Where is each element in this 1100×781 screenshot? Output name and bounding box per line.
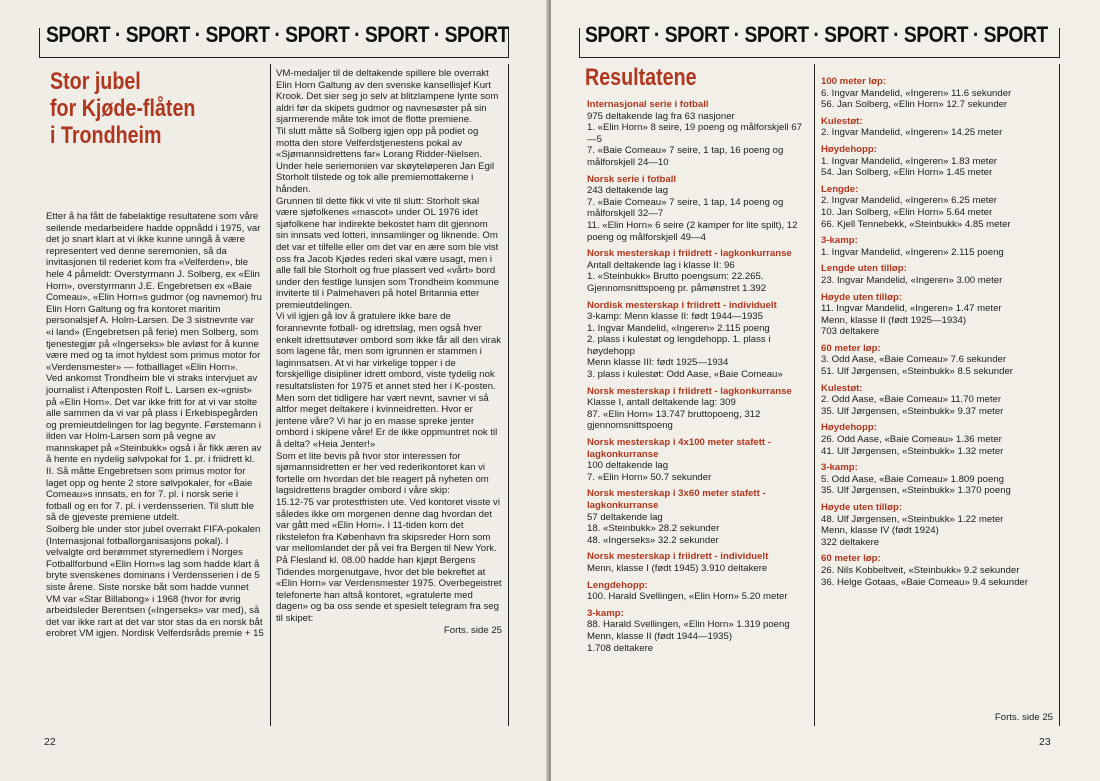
- result-line: 1.708 deltakere: [587, 642, 654, 654]
- result-line: 18. «Steinbukk» 28.2 sekunder: [587, 523, 720, 535]
- result-section-title: Norsk serie i fotball: [587, 173, 677, 185]
- result-section-title: 60 meter løp:: [821, 342, 881, 354]
- result-line: 3. plass i kulestøt: Odd Aase, «Baie Comeau»: [587, 369, 783, 381]
- page-number: 22: [44, 736, 56, 748]
- result-line: 23. Ingvar Mandelid, «Ingeren» 3.00 meter: [821, 274, 1003, 286]
- result-line: 243 deltakende lag: [587, 185, 669, 197]
- result-line: 11. «Elin Horn» 6 seire (2 kamper for lite spilt), 12 poeng og målforskjell 49—4: [587, 219, 798, 243]
- result-line: 1. Ingvar Mandelid, «Ingeren» 2.115 poeng: [821, 246, 1004, 258]
- result-line: 2. Ingvar Mandelid, «Ingeren» 14.25 meter: [821, 127, 1003, 139]
- result-line: Menn klasse III: født 1925—1934: [587, 357, 729, 369]
- article-column-2: [276, 68, 502, 636]
- result-section-title: Internasjonal serie i fotball: [587, 99, 709, 110]
- left-page: [0, 0, 549, 781]
- result-section-title: Norsk mesterskap i 3x60 meter stafett - lagkonkurranse: [587, 488, 766, 511]
- result-section: [821, 553, 1053, 588]
- result-line: 3-kamp: Menn klasse II: født 1944—1935: [587, 311, 763, 323]
- result-line: 1. «Steinbukk» Brutto poengsum: 22.265. Gjennomsnittspoeng pr. påmønstret 1.392: [587, 271, 767, 294]
- result-section-title: Norsk mesterskap i friidrett - individuelt: [587, 551, 769, 563]
- result-section: [821, 343, 1053, 378]
- article-headline: [50, 68, 195, 149]
- result-section: [821, 263, 1053, 286]
- result-line: 703 deltakere: [821, 326, 880, 338]
- results-column-1: [587, 99, 809, 659]
- result-line: 36. Helge Gotaas, «Baie Comeau» 9.4 sekunder: [821, 576, 1028, 588]
- paragraph: Solberg ble under stor jubel overrakt FIFA-pokalen (Internasjonal fotballorganisasjons pokal). I velvalgte ord berømmet styremedlem i Norges Fotballforbund «Elin Horn»s lag som hadde klart å bryte svenskenes dominans i Verdensserien i de 5 siste årene. Siste norske båt som hadde vunnet VM var «Star Billabong» i 1968 (hvor for øvrig arbeidsleder Berentsen («Ingerseks» var med), så det var ikke rart at det var stor stas da en norsk båt erobret VM igjen. Nordisk Velferdsråds premie + 15: [46, 524, 264, 640]
- result-line: 41. Ulf Jørgensen, «Steinbukk» 1.32 meter: [821, 445, 1004, 457]
- result-line: 2. Odd Aase, «Baie Comeau» 11.70 meter: [821, 394, 1002, 406]
- result-section-title: Høyde uten tilløp:: [821, 291, 903, 303]
- result-section-title: Lengde uten tilløp:: [821, 263, 907, 275]
- result-section-title: Høydehopp:: [821, 422, 877, 434]
- continued-note: Forts. side 25: [443, 624, 502, 636]
- result-line: 48. Ulf Jørgensen, «Steinbukk» 1.22 meter: [821, 513, 1004, 525]
- page-edge-rule: [508, 64, 509, 726]
- result-section-title: 3-kamp:: [821, 462, 858, 474]
- paragraph: VM-medaljer til de deltakende spillere ble overrakt Elin Horn Galtung av den svenske kansellisjef Kurt Krook. Det sier seg jo selv at blitzlampene lynte som aldri før da skipets gudmor og navnesøster på sin sjarmerende måte tok imot de flotte premiene.: [276, 68, 499, 126]
- result-section: [821, 502, 1053, 548]
- paragraph: Grunnen til dette fikk vi vite til slutt: Storholt skal være sjøfolkenes «mascot» under OL 1976 idet sjøfolkene har indirekte bekostet ham dit gjennom sin innsats ved lotteri, innsamlinger og liknende. Om det var et tilfelle eller om det var en ære som ble vist oss fra Jacob Kjødes rederi skal være usagt, men i alle fall ble Storholt og frue plassert ved «vårt» bord under den festlige lunsjen som Trondheim kommune inviterte til i Palmehaven på hotel Britannia etter premieutdelingen.: [276, 195, 499, 311]
- column-divider: [270, 64, 271, 726]
- result-section: [587, 608, 809, 654]
- banner-left-rule: [39, 28, 40, 58]
- result-section-title: Norsk mesterskap i friidrett - lagkonkurranse: [587, 385, 792, 397]
- banner-left-rule: [579, 28, 580, 58]
- result-section: [587, 488, 809, 546]
- headline-line: i Trondheim: [50, 122, 162, 149]
- result-section-title: Norsk mesterskap i 4x100 meter stafett - lagkonkurranse: [587, 437, 771, 460]
- result-line: Antall deltakende lag i klasse II: 96: [587, 259, 735, 271]
- result-line: 26. Odd Aase, «Baie Comeau» 1.36 meter: [821, 434, 1002, 446]
- result-line: 35. Ulf Jørgensen, «Steinbukk» 1.370 poeng: [821, 485, 1011, 497]
- result-section: [587, 248, 809, 294]
- result-line: 88. Harald Svellingen, «Elin Horn» 1.319 poeng: [587, 619, 790, 631]
- result-section: [587, 386, 809, 432]
- result-line: Menn, klasse II (født 1944—1935): [587, 630, 733, 642]
- result-line: 5. Odd Aase, «Baie Comeau» 1.809 poeng: [821, 473, 1004, 485]
- result-line: 1. «Elin Horn» 8 seire, 19 poeng og målforskjell 67—5: [587, 122, 802, 145]
- result-line: 975 deltakende lag fra 63 nasjoner: [587, 110, 735, 122]
- result-section-title: Lengde:: [821, 183, 859, 195]
- result-line: 2. Ingvar Mandelid, «Ingeren» 6.25 meter: [821, 195, 997, 207]
- result-line: Menn, klasse I (født 1945) 3.910 deltakere: [587, 562, 768, 574]
- result-section: [821, 292, 1053, 338]
- result-line: 7. «Baie Comeau» 7 seire, 1 tap, 16 poeng og målforskjell 24—10: [587, 145, 784, 168]
- result-section: [821, 422, 1053, 457]
- banner-underline: [39, 57, 508, 58]
- article-column-1: [46, 211, 264, 640]
- result-line: 57 deltakende lag: [587, 511, 663, 523]
- result-line: 1. Ingvar Mandelid, «Ingeren» 2.115 poeng: [587, 322, 770, 334]
- result-line: 3. Odd Aase, «Baie Comeau» 7.6 sekunder: [821, 354, 1007, 366]
- result-section: [821, 144, 1053, 179]
- paragraph: Ved ankomst Trondheim ble vi straks intervjuet av journalist i Aftenposten Rolf L. Larsen ex-«gnist» på «Elin Horn». Det var ikke fritt for at vi var stolte alle sammen da vi var på plass i Erkebispegården og premieutdelingen for lag begynte. Førstemann i ilden var Holm-Larsen som på vegne av mannskapet på «Steinbukk» også i år fikk æren av å hente en nydelig sølvpokal for 1. pr. i friidrett kl. II. Så måtte Engebretsen som primus motor for laget opp og hente 2 store sølvpokaler, for «Baie Comeau»s innsats, en for 7. pl. i norsk serie i fotball og en for 7. pl. i verdensserien. Til slutt ble så de gjeveste premiene utdelt.: [46, 373, 262, 524]
- page-edge-rule: [1059, 64, 1060, 726]
- result-line: 1. Ingvar Mandelid, «Ingeren» 1.83 meter: [821, 155, 997, 167]
- result-line: 48. «Ingerseks» 32.2 sekunder: [587, 534, 719, 546]
- result-section: [587, 174, 809, 244]
- result-section: [587, 580, 809, 603]
- result-section: [821, 184, 1053, 230]
- result-line: 100. Harald Svellingen, «Elin Horn» 5.20 meter: [587, 591, 788, 603]
- sport-banner: SPORT · SPORT · SPORT · SPORT · SPORT · SPORT: [46, 22, 509, 47]
- result-section: [821, 235, 1053, 258]
- banner-right-rule: [1059, 28, 1060, 58]
- result-section-title: Kulestøt:: [821, 382, 863, 394]
- result-section-title: Norsk mesterskap i friidrett - lagkonkurranse: [587, 248, 792, 260]
- result-section: [587, 99, 809, 169]
- paragraph: Vi vil igjen gå lov å gratulere ikke bare de forannevnte fotball- og idrettslag, men også hver enkelt idrettsutøver ombord som ikke får all den virak som lagene får, men som igrunnen er stammen i laginnsatsen. At vi har virkelige topper i de forskjellige disipliner idrett ombord, viste tydelig nok resultatslisten for 1975 et annet sted her i K-posten. Men som det tidligere har vært nevnt, savner vi så altfor meget deltakere i kvinneidretten. Hvor er jentene våre? Vi har jo en masse spreke jenter ombord i skipene våre! Er de ikke oppmuntret nok til å delta? «Heia Jenter!»: [276, 311, 502, 450]
- result-section: [821, 116, 1053, 139]
- paragraph: Til slutt måtte så Solberg igjen opp på podiet og motta den store Velferdstjenestens pokal av «Sjømannsidrettens far» Lorang Ridder-Nielsen. Under hele seriemonien var skøyteløperen Jan Egil Storholt tilstede og tok alle premiemottakerne i hånden.: [276, 125, 495, 195]
- result-section: [821, 76, 1053, 111]
- page-number: 23: [1039, 736, 1051, 748]
- banner-underline: [579, 57, 1059, 58]
- headline-line: Stor jubel: [50, 68, 141, 95]
- results-headline: Resultatene: [585, 64, 697, 91]
- result-section-title: Kulestøt:: [821, 115, 863, 127]
- result-line: Menn, klasse IV (født 1924): [821, 525, 939, 537]
- result-line: 56. Jan Solberg, «Elin Horn» 12.7 sekunder: [821, 99, 1008, 111]
- result-section-title: 3-kamp:: [821, 235, 858, 247]
- result-section: [587, 437, 809, 483]
- result-section-title: Nordisk mesterskap i friidrett - individuelt: [587, 299, 777, 311]
- result-section-title: Høydehopp:: [821, 143, 877, 155]
- continued-note: Forts. side 25: [994, 712, 1053, 723]
- result-line: 66. Kjell Tennebekk, «Steinbukk» 4.85 meter: [821, 218, 1011, 230]
- paragraph: Som et lite bevis på hvor stor interessen for sjømannsidretten er her ved rederikontoret kan vi fortelle om hvordan det ble reagert på nyheten om lagsidrettens bragder ombord i våre skip:: [276, 450, 489, 497]
- result-section-title: 3-kamp:: [587, 607, 624, 619]
- result-section: [587, 551, 809, 574]
- sport-banner: SPORT · SPORT · SPORT · SPORT · SPORT · SPORT: [585, 22, 1048, 47]
- right-page: [551, 0, 1100, 781]
- result-line: 6. Ingvar Mandelid, «Ingeren» 11.6 sekunder: [821, 87, 1012, 99]
- result-line: 26. Nils Kobbeltveit, «Steinbukk» 9.2 sekunder: [821, 564, 1020, 576]
- result-section-title: 100 meter løp:: [821, 76, 887, 87]
- result-line: 11. Ingvar Mandelid, «Ingeren» 1.47 meter: [821, 303, 1002, 315]
- result-line: 322 deltakere: [821, 536, 880, 548]
- result-line: 7. «Elin Horn» 50.7 sekunder: [587, 471, 712, 483]
- result-line: 51. Ulf Jørgensen, «Steinbukk» 8.5 sekunder: [821, 366, 1013, 378]
- result-line: 10. Jan Solberg, «Elin Horn» 5.64 meter: [821, 206, 993, 218]
- result-section: [821, 383, 1053, 418]
- result-line: 54. Jan Solberg, «Elin Horn» 1.45 meter: [821, 167, 993, 179]
- result-section-title: 60 meter løp:: [821, 553, 881, 565]
- result-section-title: Lengdehopp:: [587, 579, 648, 591]
- result-line: 7. «Baie Comeau» 7 seire, 1 tap, 14 poeng og målforskjell 32—7: [587, 196, 784, 220]
- results-column-2: [821, 76, 1053, 593]
- headline-line: for Kjøde-flåten: [50, 95, 196, 122]
- result-section-title: Høyde uten tilløp:: [821, 502, 903, 513]
- result-line: Klasse I, antall deltakende lag: 309: [587, 397, 736, 409]
- result-line: 87. «Elin Horn» 13.747 bruttopoeng, 312 gjennomsnittspoeng: [587, 408, 761, 432]
- result-line: 100 deltakende lag: [587, 460, 669, 472]
- result-line: Menn, klasse II (født 1925—1934): [821, 314, 967, 326]
- result-line: 35. Ulf Jørgensen, «Steinbukk» 9.37 meter: [821, 405, 1004, 417]
- paragraph: Etter å ha fått de fabelaktige resultatene som våre seilende medarbeidere hadde oppnådd i 1975, var det jo snart klart at vi ikke kunne unngå å være representert ved denne seremonien, så da invitasjonen til rederiet kom fra «Velferden», ble hele 4 påmeldt: Overstyrmann J. Solberg, ex «Elin Horn», overstyrmann J.E. Engebretsen ex «Baie Comeau», «Elin Horn»s gudmor (og navnemor) fru Elin Horn Galtung og fra kontoret maritim personalsjef A. Holm-Larsen. De 3 sistnevnte var «i land» (Engebretsen på ferie) men Solberg, som tjenestegjør på «Ingerseks» ble avløst for å kunne være med og ta imot hyldest som primus motor for «Verdensmester» — fotballlaget «Elin Horn».: [46, 211, 262, 373]
- results-footer: [821, 712, 1053, 724]
- column-divider: [814, 64, 815, 726]
- result-line: 2. plass i kulestøt og lengdehopp. 1. plass i høydehopp: [587, 334, 771, 357]
- paragraph: 15.12-75 var protestfristen ute. Ved kontoret visste vi således ikke om morgenen denne dag hvordan det var gått med «Elin Horn». I 11-tiden kom det rikstelefon fra København fra skipsreder Horn som var mellomlandet der på vei fra Bergen til New York. På Flesland kl. 08.00 hadde han kjøpt Bergens Tidendes morgenutgave, hvor det ble bekreftet at «Elin Horn» var Verdensmester 1975. Overbegeistret telefonerte han altså kontoret, «gratulerte med dagen» og ba oss sende et spesielt telegram fra seg til skipet:: [276, 496, 502, 624]
- result-section: [587, 300, 809, 381]
- result-section: [821, 462, 1053, 497]
